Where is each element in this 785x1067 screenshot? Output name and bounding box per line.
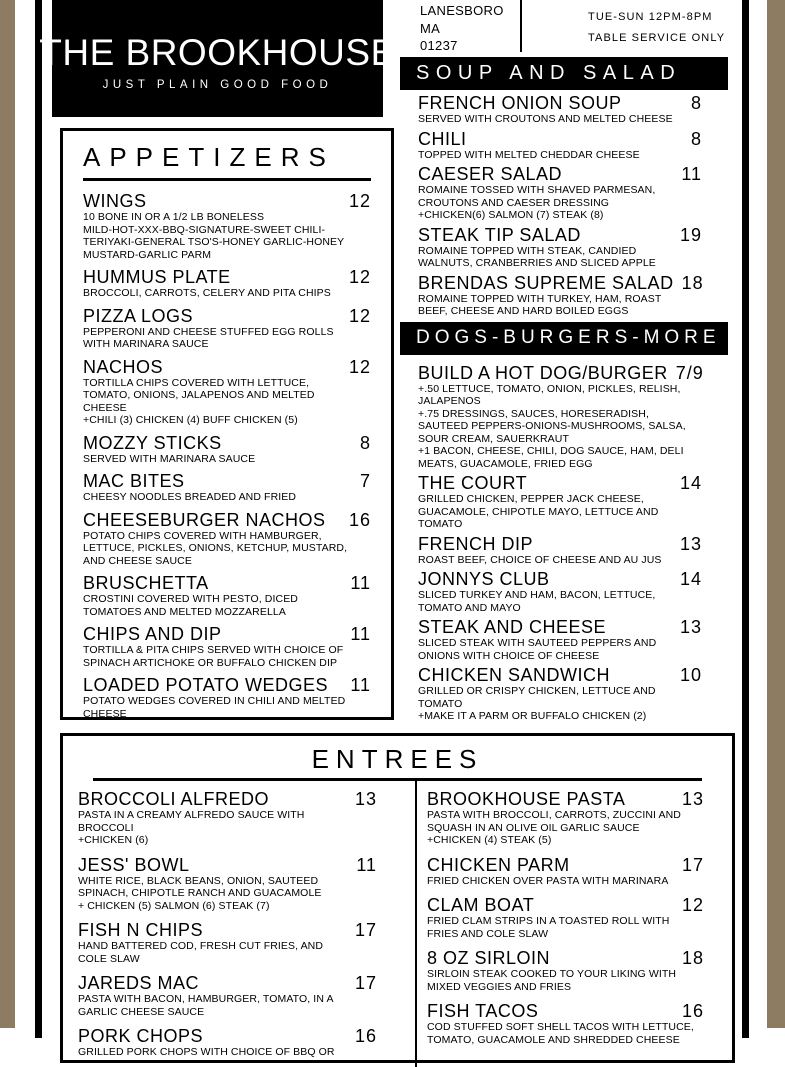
menu-item-price: 8 [690, 128, 702, 149]
item-description-line: 10 BONE IN OR A 1/2 LB BONELESS [83, 211, 265, 223]
item-description-line: PEPPERONI AND CHEESE STUFFED EGG ROLLS [83, 325, 334, 338]
menu-item [418, 473, 702, 531]
section-appetizers [60, 128, 394, 720]
menu-item-name: BROCCOLI ALFREDO [78, 789, 270, 809]
entrees-columns [63, 781, 732, 1067]
item-description-line: POTATO CHIPS COVERED WITH HAMBURGER, [83, 529, 322, 542]
item-description-line: +.75 DRESSINGS, SAUCES, HORESERADISH, [418, 407, 649, 420]
menu-item-name: JESS' BOWL [78, 854, 190, 875]
item-description-line: ONIONS WITH CHOICE OF CHEESE [418, 649, 600, 662]
menu-item-name: FRENCH DIP [418, 533, 534, 554]
menu-item-name: FRENCH ONION SOUP [418, 93, 622, 113]
menu-item-description [83, 211, 371, 261]
menu-item-price: 12 [681, 895, 704, 915]
item-description-line: WALNUTS, CRANBERRIES AND SLICED APPLE [418, 257, 656, 269]
menu-item-description [418, 293, 702, 318]
menu-item-price: 8 [359, 432, 371, 453]
menu-item-description [83, 377, 371, 427]
menu-item-description [78, 940, 377, 965]
menu-item-name: NACHOS [83, 356, 164, 377]
menu-item-price: 14 [679, 473, 702, 493]
item-description-line: +1 BACON, CHEESE, CHILI, DOG SAUCE, HAM, DELI [418, 445, 684, 457]
menu-item-description [83, 593, 371, 618]
menu-item-description [83, 695, 371, 720]
menu-item-name: 8 OZ SIRLOIN [427, 948, 551, 968]
item-description-line: FRIED CLAM STRIPS IN A TOASTED ROLL WITH [427, 915, 670, 927]
item-description-line: PASTA IN A CREAMY ALFREDO SAUCE WITH [78, 809, 305, 821]
menu-item-price: 11 [350, 675, 371, 695]
menu-item [427, 895, 704, 940]
item-description-line: MILD-HOT-XXX-BBQ-SIGNATURE-SWEET CHILI- [83, 223, 326, 236]
item-description-line: GRILLED PORK CHOPS WITH CHOICE OF BBQ OR [78, 1046, 335, 1058]
menu-item-name: MAC BITES [83, 471, 185, 491]
menu-item [418, 164, 702, 222]
menu-item-price: 7 [359, 471, 371, 491]
menu-item-name: WINGS [83, 191, 147, 211]
menu-item-name: THE COURT [418, 473, 528, 493]
menu-item-price: 18 [681, 272, 704, 293]
item-description-line: TOMATOES AND MELTED MOZZARELLA [83, 605, 286, 618]
menu-item-description [418, 383, 702, 471]
item-description-line: SLICED STEAK WITH SAUTEED PEPPERS AND [418, 637, 657, 649]
menu-item-description [418, 685, 702, 723]
item-description-line: COLE SLAW [78, 952, 140, 965]
menu-item-price: 17 [354, 920, 377, 940]
menu-item-name: STEAK TIP SALAD [418, 224, 581, 245]
menu-item-price: 17 [681, 854, 704, 875]
item-description-line: TOPPED WITH MELTED CHEDDAR CHEESE [418, 148, 640, 161]
menu-item [83, 191, 371, 261]
item-description-line: WHITE RICE, BLACK BEANS, ONION, SAUTEED [78, 874, 319, 887]
brand-logo [39, 0, 396, 117]
menu-item-price: 14 [679, 569, 702, 589]
menu-item [83, 306, 371, 351]
item-description-line: GRILLED OR CRISPY CHICKEN, LETTUCE AND [418, 685, 656, 697]
menu-item-description [418, 637, 702, 662]
address-block [420, 2, 504, 55]
entrees-title: ENTREES [311, 744, 484, 774]
item-description-line: PASTA WITH BROCCOLI, CARROTS, ZUCCINI AND [427, 809, 681, 821]
appetizers-items [83, 191, 371, 720]
menu-item-description [83, 530, 371, 568]
menu-item-name: STEAK AND CHEESE [418, 617, 607, 637]
menu-item-price: 16 [681, 1001, 704, 1021]
item-description-line: HAND BATTERED COD, FRESH CUT FRIES, AND [78, 940, 324, 952]
menu-item-price: 12 [348, 267, 371, 287]
menu-item-description [418, 493, 702, 531]
dogs-burgers-items [400, 360, 728, 723]
menu-item [83, 510, 371, 568]
menu-item-description [418, 149, 702, 162]
menu-item-description [78, 875, 377, 913]
item-description-line: ROAST BEEF, CHOICE OF CHEESE AND AU JUS [418, 553, 662, 566]
hours-block [588, 7, 725, 49]
item-description-line: GARLIC CHEESE SAUCE [78, 1005, 205, 1018]
item-description-line: +MAKE IT A PARM OR BUFFALO CHICKEN (2) [418, 710, 647, 722]
item-description-line: SPINACH ARTICHOKE OR BUFFALO CHICKEN DIP [83, 656, 338, 669]
menu-item-description [418, 554, 702, 567]
item-description-line: SOUR CREAM, SAUERKRAUT [418, 432, 569, 445]
item-description-line: +CHICKEN(6) SALMON (7) STEAK (8) [418, 209, 604, 221]
menu-item-price: 18 [681, 948, 704, 968]
item-description-line: TORTILLA CHIPS COVERED WITH LETTUCE, [83, 376, 310, 389]
menu-item-price: 13 [681, 789, 704, 809]
menu-item-price: 16 [354, 1026, 377, 1046]
right-column [400, 57, 728, 726]
menu-item-description [78, 1046, 377, 1059]
menu-item-price: 13 [679, 533, 702, 554]
menu-item [83, 675, 371, 720]
menu-item-price: 11 [350, 624, 371, 644]
menu-item-description [418, 113, 702, 126]
menu-item-name: CHEESEBURGER NACHOS [83, 509, 326, 530]
menu-item-price: 11 [681, 164, 702, 184]
item-description-line: FRIED CHICKEN OVER PASTA WITH MARINARA [427, 874, 669, 887]
menu-item [83, 357, 371, 427]
menu-item-description [83, 326, 371, 351]
menu-item-name: BUILD A HOT DOG/BURGER [418, 362, 668, 383]
menu-item-price: 13 [679, 617, 702, 637]
menu-item-description [83, 644, 371, 669]
item-description-line: TERIYAKI-GENERAL TSO'S-HONEY GARLIC-HONEY [83, 236, 345, 248]
menu-item-description [78, 809, 377, 847]
menu-item-name: BROOKHOUSE PASTA [427, 789, 626, 809]
section-entrees [60, 733, 735, 1063]
item-description-line: + CHICKEN (5) SALMON (6) STEAK (7) [78, 899, 270, 912]
menu-item-name: BRUSCHETTA [83, 573, 209, 593]
menu-item-name: JAREDS MAC [78, 973, 200, 993]
page-border-right [742, 0, 749, 1038]
address-line: MA [420, 20, 441, 36]
item-description-line: LETTUCE, PICKLES, ONIONS, KETCHUP, MUSTARD, [83, 542, 348, 554]
page-border-left [35, 0, 42, 1038]
menu-item-description [427, 875, 704, 888]
entrees-right-items [415, 781, 732, 1067]
menu-item [418, 129, 702, 162]
item-description-line: ROMAINE TOPPED WITH STEAK, CANDIED [418, 244, 637, 257]
menu-item [78, 789, 377, 847]
menu-item [427, 948, 704, 993]
soup-salad-items [400, 90, 728, 318]
item-description-line: TORTILLA & PITA CHIPS SERVED WITH CHOICE OF [83, 644, 344, 656]
item-description-line: SPINACH, CHIPOTLE RANCH AND GUACAMOLE [78, 887, 322, 899]
menu-item-description [418, 589, 702, 614]
item-description-line: TOMATO, GUACAMOLE AND SHREDDED CHEESE [427, 1033, 680, 1046]
menu-item-description [83, 287, 371, 300]
item-description-line: BROCCOLI, CARROTS, CELERY AND PITA CHIPS [83, 287, 331, 299]
item-description-line: SAUTEED PEPPERS-ONIONS-MUSHROOMS, SALSA, [418, 420, 686, 432]
menu-item [418, 273, 702, 318]
menu-item [418, 569, 702, 614]
item-description-line: AND CHEESE SAUCE [83, 554, 192, 567]
address-line: LANESBORO [420, 3, 504, 18]
item-description-line: SLICED TURKEY AND HAM, BACON, LETTUCE, [418, 589, 656, 601]
info-divider [520, 0, 522, 52]
menu-item-price: 11 [356, 854, 377, 875]
menu-item-name: PIZZA LOGS [83, 305, 194, 326]
menu-item [83, 471, 371, 504]
menu-item-name: FISH N CHIPS [78, 920, 204, 940]
menu-item-name: CHILI [418, 128, 467, 149]
menu-item-price: 7/9 [675, 362, 704, 383]
menu-item-name: LOADED POTATO WEDGES [83, 675, 329, 695]
item-description-line: JALAPENOS [418, 395, 481, 407]
menu-item-name: CHIPS AND DIP [83, 624, 222, 644]
menu-item [78, 1026, 377, 1059]
item-description-line: MEATS, GUACAMOLE, FRIED EGG [418, 457, 593, 470]
item-description-line: CHEESY NOODLES BREADED AND FRIED [83, 491, 297, 503]
brand-tagline: JUST PLAIN GOOD FOOD [102, 79, 333, 91]
menu-item-price: 17 [354, 973, 377, 993]
menu-item [78, 855, 377, 913]
menu-item-name: CAESER SALAD [418, 164, 563, 184]
menu-item [418, 665, 702, 723]
menu-item-description [83, 453, 371, 466]
menu-item-description [83, 491, 371, 504]
menu-item-price: 12 [348, 191, 371, 211]
menu-item [427, 855, 704, 888]
menu-item-name: CHICKEN PARM [427, 854, 570, 875]
item-description-line: +.50 LETTUCE, TOMATO, ONION, PICKLES, RELISH, [418, 382, 681, 395]
menu-item-name: JONNYS CLUB [418, 569, 550, 589]
menu-item-description [427, 968, 704, 993]
item-description-line: FRIES AND COLE SLAW [427, 927, 549, 940]
service-note: TABLE SERVICE ONLY [588, 32, 726, 44]
menu-item [83, 433, 371, 466]
menu-item-description [78, 993, 377, 1018]
item-description-line: MIXED VEGGIES AND FRIES [427, 980, 572, 993]
menu-item-name: CHICKEN SANDWICH [418, 665, 611, 685]
item-description-line: GRILLED CHICKEN, PEPPER JACK CHEESE, [418, 493, 644, 505]
menu-item [418, 225, 702, 270]
menu-item-price: 11 [350, 573, 371, 593]
menu-item-price: 19 [679, 224, 702, 245]
menu-item [83, 573, 371, 618]
menu-item-name: CLAM BOAT [427, 895, 535, 915]
item-description-line: SERVED WITH CROUTONS AND MELTED CHEESE [418, 113, 673, 125]
item-description-line: +CHICKEN (4) STEAK (5) [427, 834, 552, 846]
menu-item [78, 920, 377, 965]
item-description-line: CROUTONS AND CAESER DRESSING [418, 196, 610, 209]
menu-item [418, 617, 702, 662]
menu-item-name: FISH TACOS [427, 1001, 539, 1021]
item-description-line: BROCCOLI [78, 821, 134, 834]
item-description-line: GUACAMOLE, CHIPOTLE MAYO, LETTUCE AND [418, 505, 659, 518]
item-description-line: COD STUFFED SOFT SHELL TACOS WITH LETTUCE, [427, 1021, 694, 1033]
menu-item [418, 93, 702, 126]
menu-item-price: 8 [690, 93, 702, 113]
item-description-line: SQUASH IN AN OLIVE OIL GARLIC SAUCE [427, 821, 640, 834]
section-header-dogs-burgers-more: DOGS-BURGERS-MORE [400, 322, 728, 355]
menu-item [83, 624, 371, 669]
item-description-line: WITH MARINARA SAUCE [83, 338, 209, 350]
hours-text: TUE-SUN 12PM-8PM [588, 11, 713, 23]
menu-item-price: 16 [348, 509, 371, 530]
menu-item-price: 10 [679, 665, 702, 685]
item-description-line: POTATO WEDGES COVERED IN CHILI AND MELTED [83, 695, 346, 707]
menu-item-description [418, 245, 702, 270]
menu-item [427, 789, 704, 847]
menu-item-name: MOZZY STICKS [83, 432, 222, 453]
address-line: 01237 [420, 38, 458, 53]
item-description-line: TOMATO, ONIONS, JALAPENOS AND MELTED [83, 389, 315, 401]
item-description-line: +CHILI (3) CHICKEN (4) BUFF CHICKEN (5) [83, 414, 298, 426]
item-description-line: +CHICKEN (6) [78, 834, 149, 846]
menu-item-description [427, 1021, 704, 1046]
menu-item [83, 267, 371, 300]
menu-item-name: HUMMUS PLATE [83, 267, 231, 287]
item-description-line: SERVED WITH MARINARA SAUCE [83, 452, 256, 465]
item-description-line: PASTA WITH BACON, HAMBURGER, TOMATO, IN A [78, 993, 334, 1005]
item-description-line: CHEESE [83, 707, 127, 720]
section-header-soup-and-salad: SOUP AND SALAD [400, 57, 728, 90]
menu-item-description [427, 915, 704, 940]
item-description-line: TOMATO [418, 697, 463, 710]
menu-item-name: BRENDAS SUPREME SALAD [418, 272, 674, 293]
item-description-line: TOMATO AND MAYO [418, 601, 521, 614]
appetizers-title: APPETIZERS [83, 142, 335, 172]
item-description-line: ROMAINE TOPPED WITH TURKEY, HAM, ROAST [418, 292, 662, 305]
menu-item-price: 12 [348, 305, 371, 326]
menu-item-description [427, 809, 704, 847]
appetizers-rule [83, 178, 371, 181]
item-description-line: MUSTARD-GARLIC PARM [83, 248, 212, 261]
brand-title: THE BROOKHOUSE [39, 32, 396, 73]
menu-item-price: 13 [354, 789, 377, 809]
item-description-line: ROMAINE TOSSED WITH SHAVED PARMESAN, [418, 184, 656, 196]
entrees-left-items [63, 781, 415, 1067]
item-description-line: CROSTINI COVERED WITH PESTO, DICED [83, 593, 298, 605]
item-description-line: TOMATO [418, 518, 463, 530]
menu-item [418, 534, 702, 567]
item-description-line: CHEESE [83, 401, 127, 414]
item-description-line: BEEF, CHEESE AND HARD BOILED EGGS [418, 305, 629, 317]
menu-item-description [418, 184, 702, 222]
menu-item-name: PORK CHOPS [78, 1026, 204, 1046]
item-description-line: SIRLOIN STEAK COOKED TO YOUR LIKING WITH [427, 968, 677, 980]
menu-item [418, 363, 702, 471]
menu-item-price: 12 [348, 356, 371, 377]
menu-item [427, 1001, 704, 1046]
menu-item [78, 973, 377, 1018]
